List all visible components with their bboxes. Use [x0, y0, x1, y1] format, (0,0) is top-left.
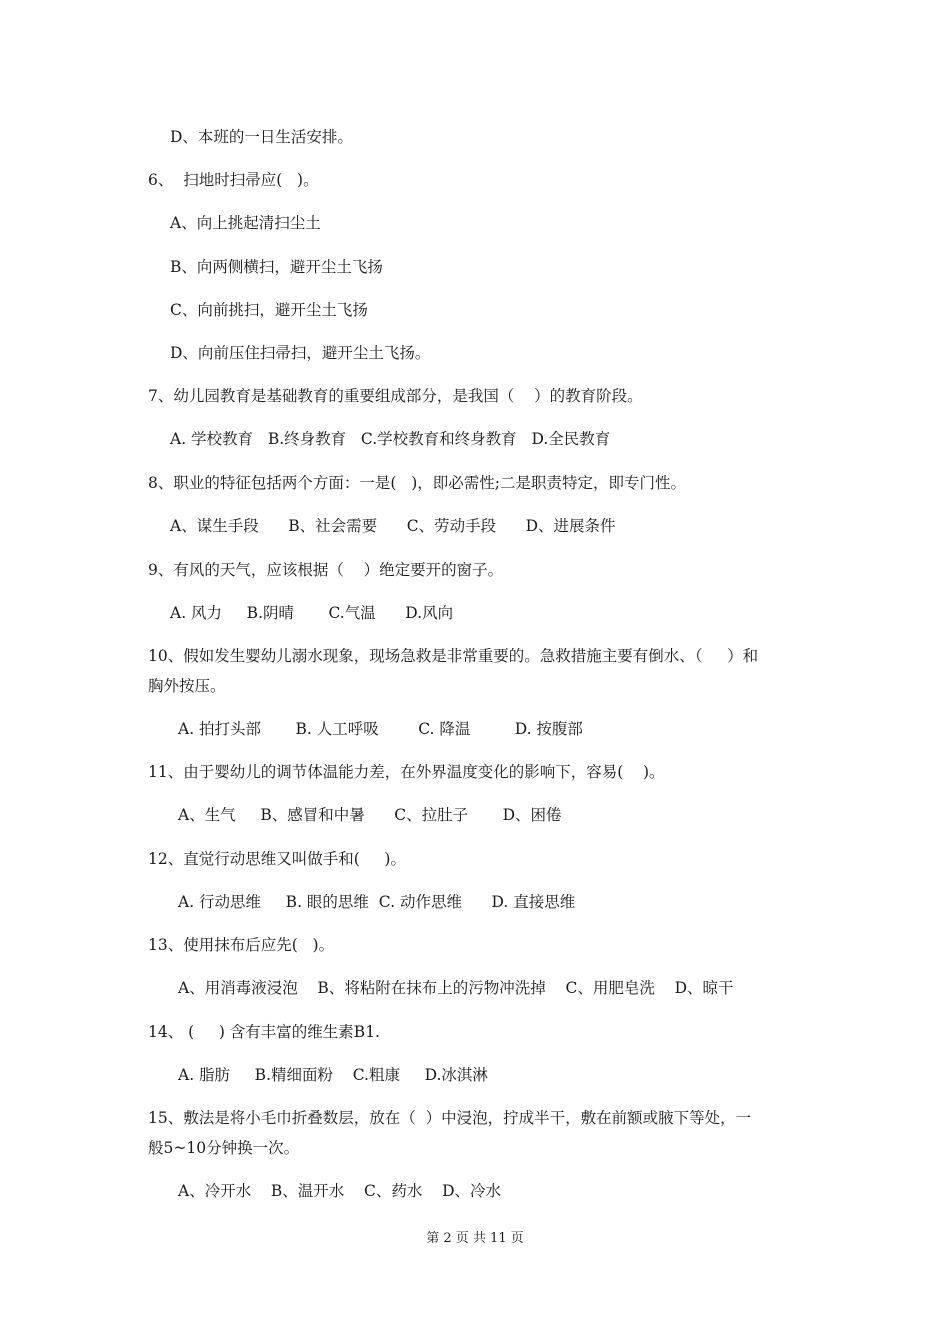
q8-options: A、谋生手段 B、社会需要 C、劳动手段 D、进展条件 [170, 517, 616, 535]
question-9: 9、有风的天气，应该根据（ ）绝定要开的窗子。 [148, 561, 504, 579]
q12-options: A. 行动思维 B. 眼的思维 C. 动作思维 D. 直接思维 [178, 893, 576, 911]
q9-options: A. 风力 B.阴晴 C.气温 D.风向 [170, 604, 454, 622]
question-15: 15、敷法是将小毛巾折叠数层，放在（ ）中浸泡，拧成半干，敷在前额或腋下等处，一 [148, 1109, 752, 1127]
question-10-cont: 胸外按压。 [148, 677, 226, 695]
question-13: 13、使用抹布后应先( )。 [148, 936, 335, 954]
page-number: 第 2 页 共 11 页 [426, 1231, 524, 1246]
question-11: 11、由于婴幼儿的调节体温能力差，在外界温度变化的影响下，容易( )。 [148, 763, 665, 781]
question-6: 6、 扫地时扫帚应( )。 [148, 171, 319, 189]
question-15-cont: 般5~10分钟换一次。 [148, 1139, 300, 1157]
q5-option-d: D、本班的一日生活安排。 [170, 128, 353, 146]
question-14: 14、 ( ) 含有丰富的维生素B1. [148, 1023, 380, 1041]
q6-option-b: B、向两侧横扫，避开尘土飞扬 [170, 258, 383, 276]
q11-options: A、生气 B、感冒和中暑 C、拉肚子 D、困倦 [178, 806, 562, 824]
question-12: 12、直觉行动思维又叫做手和( )。 [148, 850, 406, 868]
question-8: 8、职业的特征包括两个方面：一是( )，即必需性;二是职责特定，即专门性。 [148, 474, 686, 492]
q6-option-c: C、向前挑扫，避开尘土飞扬 [170, 301, 368, 319]
q7-options: A. 学校教育 B.终身教育 C.学校教育和终身教育 D.全民教育 [170, 430, 611, 448]
q6-option-a: A、向上挑起清扫尘土 [170, 214, 321, 232]
q6-option-d: D、向前压住扫帚扫，避开尘土飞扬。 [170, 344, 431, 362]
q13-options: A、用消毒液浸泡 B、将粘附在抹布上的污物冲洗掉 C、用肥皂洗 D、晾干 [178, 979, 734, 997]
question-10: 10、假如发生婴幼儿溺水现象，现场急救是非常重要的。急救措施主要有倒水、（ ）和 [148, 647, 759, 665]
question-7: 7、幼儿园教育是基础教育的重要组成部分，是我国（ ）的教育阶段。 [148, 387, 643, 405]
q10-options: A. 拍打头部 B. 人工呼吸 C. 降温 D. 按腹部 [178, 720, 583, 738]
q14-options: A. 脂肪 B.精细面粉 C.粗康 D.冰淇淋 [178, 1066, 488, 1084]
q15-options: A、冷开水 B、温开水 C、药水 D、冷水 [178, 1182, 501, 1200]
